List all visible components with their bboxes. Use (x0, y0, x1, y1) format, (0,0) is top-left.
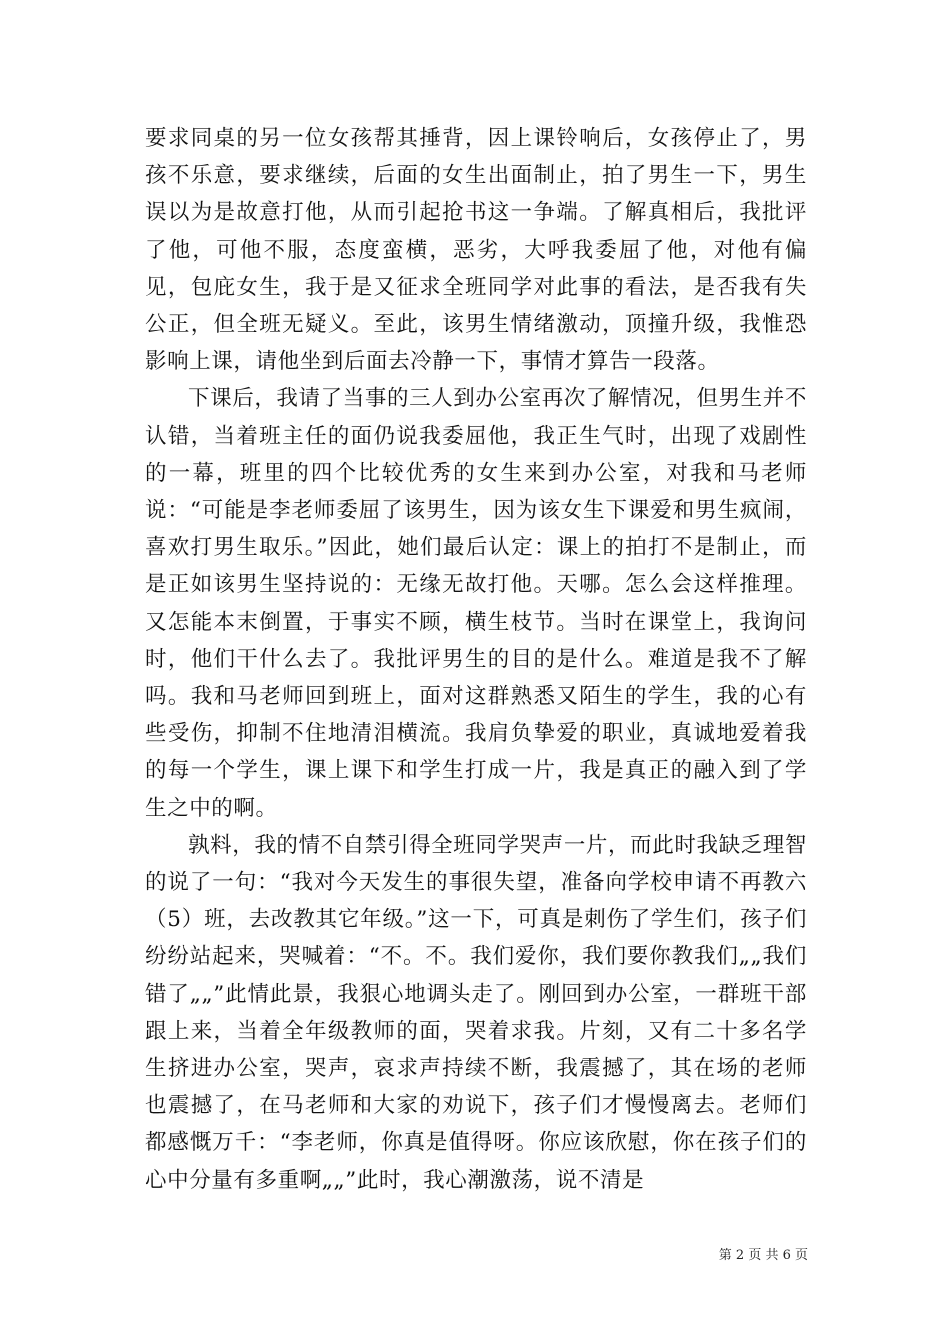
paragraph-3: 孰料，我的情不自禁引得全班同学哭声一片，而此时我缺乏理智的说了一句：“我对今天发生的事很失望，准备向学校申请不再教六（5）班，去改教其它年级。”这一下，可真是刺伤了学生们，孩子们纷纷站起来，哭喊着：“不。不。我们爱你，我们要你教我们„„我们错了„„”此情此景，我狠心地调头走了。刚回到办公室，一群班干部跟上来，当着全年级教师的面，哭着求我。片刻，又有二十多名学生挤进办公室，哭声，哀求声持续不断，我震撼了，其在场的老师也震撼了，在马老师和大家的劝说下，孩子们才慢慢离去。老师们都感慨万千：“李老师，你真是值得呀。你应该欣慰，你在孩子们的心中分量有多重啊„„”此时，我心潮激荡，说不清是 (145, 832, 807, 1193)
page-number-footer: 第 2 页 共 6 页 (718, 1248, 808, 1263)
paragraph-2: 下课后，我请了当事的三人到办公室再次了解情况，但男生并不认错，当着班主任的面仍说我委屈他，我正生气时，出现了戏剧性的一幕，班里的四个比较优秀的女生来到办公室，对我和马老师说：“可能是李老师委屈了该男生，因为该女生下课爱和男生疯闹，喜欢打男生取乐。”因此，她们最后认定：课上的拍打不是制止，而是正如该男生坚持说的：无缘无故打他。天哪。怎么会这样推理。又怎能本末倒置，于事实不顾，横生枝节。当时在课堂上，我询问时，他们干什么去了。我批评男生的目的是什么。难道是我不了解吗。我和马老师回到班上，面对这群熟悉又陌生的学生，我的心有些受伤，抑制不住地清泪横流。我肩负挚爱的职业，真诚地爱着我的每一个学生，课上课下和学生打成一片，我是真正的融入到了学生之中的啊。 (145, 386, 807, 821)
paragraph-1: 要求同桌的另一位女孩帮其捶背，因上课铃响后，女孩停止了，男孩不乐意，要求继续，后面的女生出面制止，拍了男生一下，男生误以为是故意打他，从而引起抢书这一争端。了解真相后，我批评了他，可他不服，态度蛮横，恶劣，大呼我委屈了他，对他有偏见，包庇女生，我于是又征求全班同学对此事的看法，是否我有失公正，但全班无疑义。至此，该男生情绪激动，顶撞升级，我惟恐影响上课，请他坐到后面去冷静一下，事情才算告一段落。 (145, 126, 807, 375)
document-body (145, 120, 807, 1199)
